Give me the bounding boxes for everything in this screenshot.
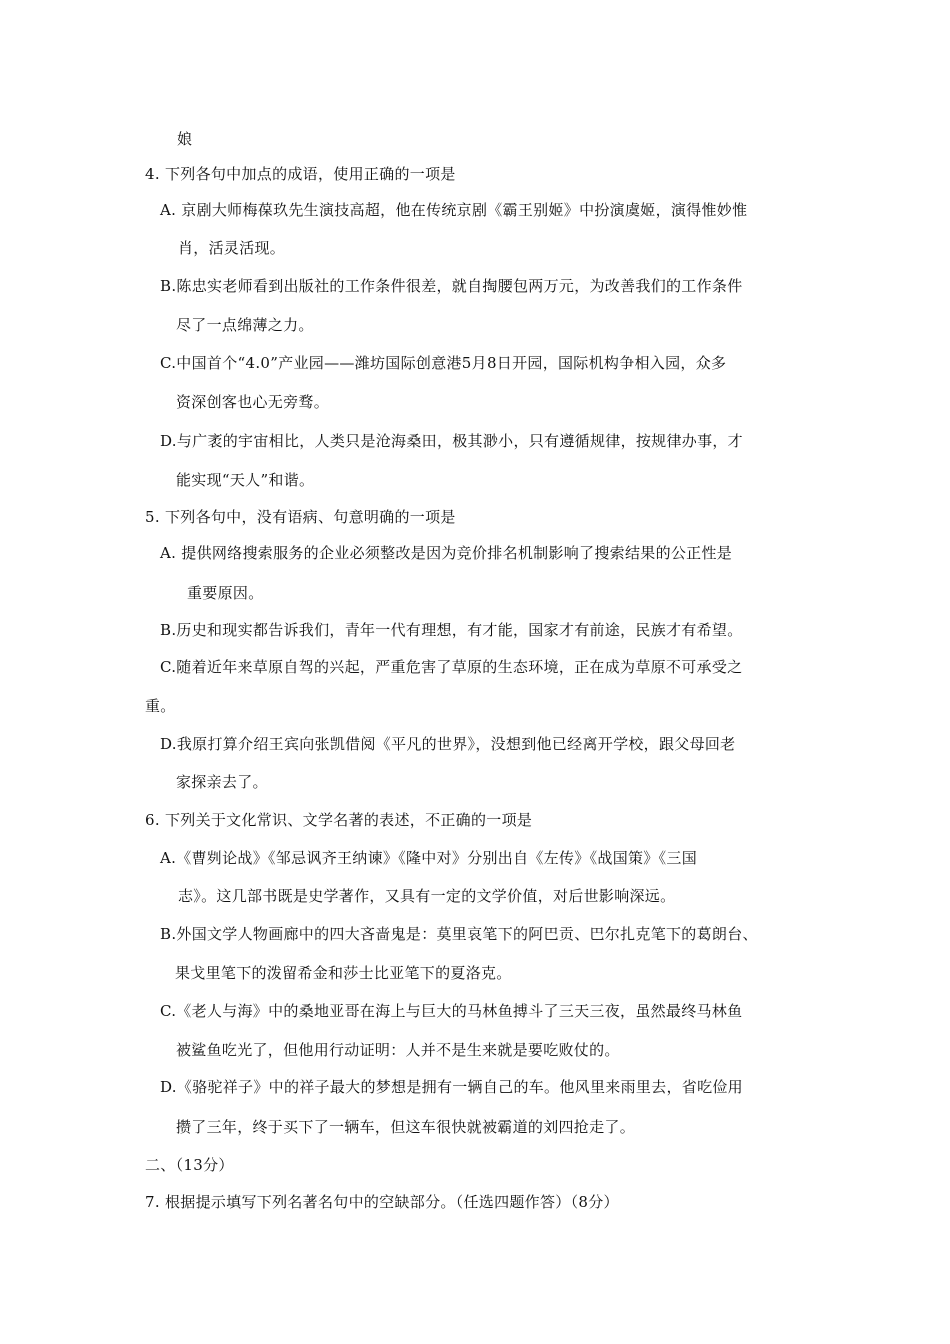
question-4-option-b-cont: 尽了一点绵薄之力。 [176,316,314,334]
question-5-option-a-cont: 重要原因。 [187,584,264,602]
question-4-option-b: B.陈忠实老师看到出版社的工作条件很差，就自掏腰包两万元，为改善我们的工作条件 [160,277,743,295]
question-4-option-c: C.中国首个“4.0”产业园——潍坊国际创意港5月8日开园，国际机构争相入园，众多 [160,354,727,372]
question-4-option-d: D.与广袤的宇宙相比，人类只是沧海桑田，极其渺小，只有遵循规律，按规律办事，才 [160,432,743,450]
question-6-option-c: C.《老人与海》中的桑地亚哥在海上与巨大的马林鱼搏斗了三天三夜，虽然最终马林鱼 [160,1002,743,1020]
question-6-option-b-cont: 果戈里笔下的泼留希金和莎士比亚笔下的夏洛克。 [175,964,512,982]
question-6-stem: 6. 下列关于文化常识、文学名著的表述，不正确的一项是 [145,811,533,829]
question-5-option-b: B.历史和现实都告诉我们，青年一代有理想，有才能，国家才有前途，民族才有希望。 [160,621,743,639]
question-5-option-d-cont: 家探亲去了。 [176,773,268,791]
question-4-option-d-cont: 能实现“天人”和谐。 [176,471,315,489]
question-6-option-a: A.《曹刿论战》《邹忌讽齐王纳谏》《隆中对》分别出自《左传》《战国策》《三国 [160,849,698,867]
question-6-option-d-cont: 攒了三年，终于买下了一辆车，但这车很快就被霸道的刘四抢走了。 [176,1118,636,1136]
question-5-stem: 5. 下列各句中，没有语病、句意明确的一项是 [145,508,456,526]
question-5-option-c: C.随着近年来草原自驾的兴起，严重危害了草原的生态环境，正在成为草原不可承受之 [160,658,743,676]
question-7-stem: 7. 根据提示填写下列名著名句中的空缺部分。（任选四题作答）（8分） [145,1193,619,1211]
question-4-stem: 4. 下列各句中加点的成语，使用正确的一项是 [145,165,456,183]
question-6-option-a-cont: 志》。这几部书既是史学著作，又具有一定的文学价值，对后世影响深远。 [178,887,676,905]
question-5-option-d: D.我原打算介绍王宾向张凯借阅《平凡的世界》，没想到他已经离开学校，跟父母回老 [160,735,736,753]
question-6-option-d: D.《骆驼祥子》中的祥子最大的梦想是拥有一辆自己的车。他风里来雨里去，省吃俭用 [160,1078,743,1096]
question-5-option-c-cont: 重。 [145,697,176,715]
question-6-option-c-cont: 被鲨鱼吃光了，但他用行动证明：人并不是生来就是要吃败仗的。 [176,1041,620,1059]
question-4-option-a: A. 京剧大师梅葆玖先生演技高超，他在传统京剧《霸王别姬》中扮演虞姬，演得惟妙惟 [160,201,748,219]
text-line: 娘 [177,130,193,148]
question-6-option-b: B.外国文学人物画廊中的四大吝啬鬼是：莫里哀笔下的阿巴贡、巴尔扎克笔下的葛朗台、 [160,925,758,943]
question-4-option-a-cont: 肖，活灵活现。 [178,239,286,257]
section-2-heading: 二、（13分） [145,1156,234,1174]
question-5-option-a: A. 提供网络搜索服务的企业必须整改是因为竞价排名机制影响了搜索结果的公正性是 [160,544,733,562]
question-4-option-c-cont: 资深创客也心无旁骛。 [176,393,330,411]
